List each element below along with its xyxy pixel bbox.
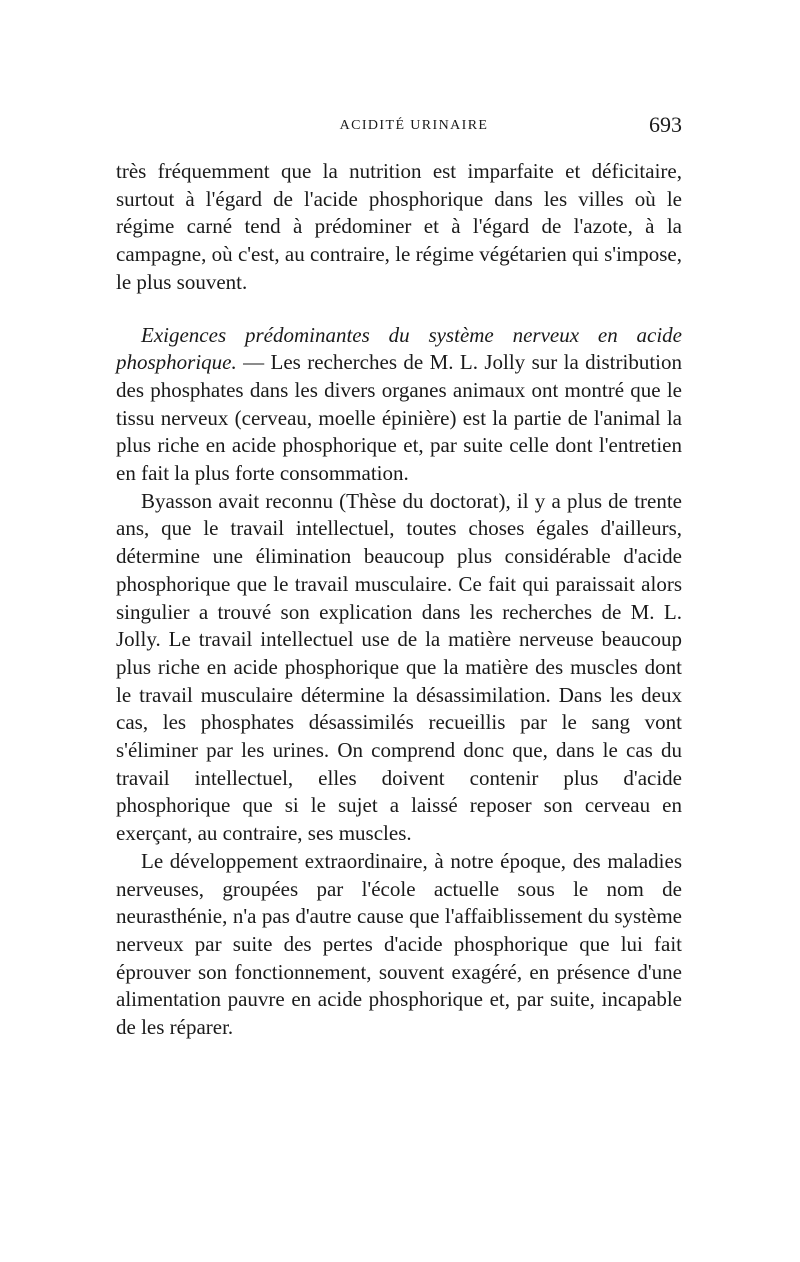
section-heading: Exigences prédominantes du système nerveux en acide phosphorique. (116, 322, 682, 375)
paragraph-2-body: — Les recherches de M. L. Jolly sur la distribution des phosphates dans les divers organes animaux ont montré que le tissu nerveux (cerveau, moelle épinière) est la partie de l'animal la plus riche en acide phosphorique et, par suite celle dont l'entretien en fait la plus forte consommation. (116, 350, 682, 486)
running-head (116, 112, 682, 146)
paragraph-2 (116, 322, 682, 488)
body-text (116, 158, 682, 1042)
book-page (116, 112, 682, 1042)
running-title: ACIDITÉ URINAIRE (339, 118, 489, 133)
paragraph-4: Le développement extraordinaire, à notre époque, des maladies nerveuses, groupées par l'école actuelle sous le nom de neurasthénie, n'a pas d'autre cause que l'affaiblissement du système nerveux par suite des pertes d'acide phosphorique que lui fait éprouver son fonctionnement, souvent exagéré, en présence d'une alimentation pauvre en acide phosphorique et, par suite, incapable de les réparer. (116, 848, 682, 1040)
paragraph-3: Byasson avait reconnu (Thèse du doctorat), il y a plus de trente ans, que le travail intellectuel, toutes choses égales d'ailleurs, détermine une élimination beaucoup plus considérable d'acide phosphorique que le travail musculaire. Ce fait qui paraissait alors singulier a trouvé son explication dans les recherches de M. L. Jolly. Le travail intellectuel use de la matière nerveuse beaucoup plus riche en acide phosphorique que la matière des muscles dont le travail musculaire détermine la désassimilation. Dans les deux cas, les phosphates désassimilés recueillis par le sang vont s'éliminer par les urines. On comprend donc que, dans le cas du travail intellectuel, elles doivent contenir plus d'acide phosphorique que si le sujet a laissé reposer son cerveau en exerçant, au contraire, ses muscles. (116, 488, 682, 846)
page-number: 693 (649, 112, 682, 137)
paragraph-1: très fréquemment que la nutrition est imparfaite et déficitaire, surtout à l'égard de l'acide phosphorique dans les villes où le régime carné tend à prédominer et à l'égard de l'azote, à la campagne, où c'est, au contraire, le régime végétarien qui s'impose, le plus souvent. (116, 159, 682, 294)
section-gap (116, 297, 682, 322)
